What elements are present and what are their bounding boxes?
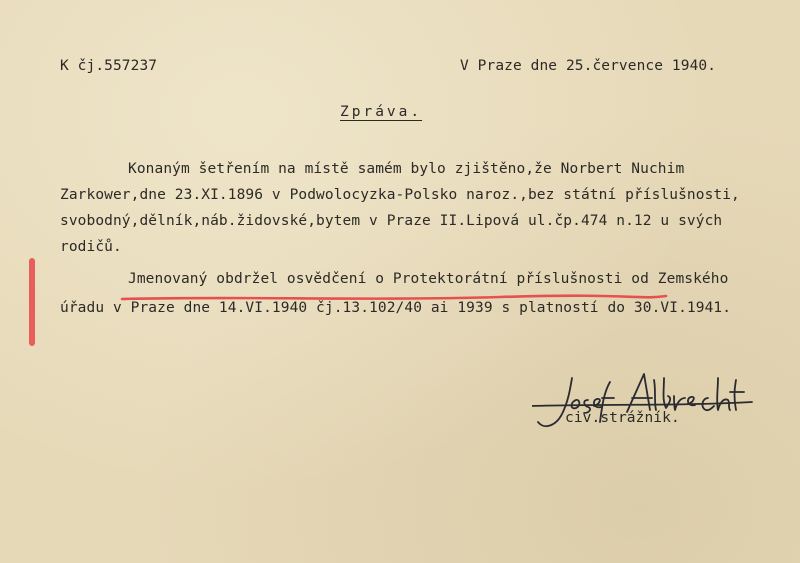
body-line: Zarkower,dne 23.XI.1896 v Podwolocyzka-Polsko naroz.,bez státní příslušnosti,: [60, 187, 740, 203]
signer-title: civ.strážník.: [565, 410, 680, 426]
red-underline-mark: [120, 291, 670, 305]
red-margin-mark: [29, 258, 35, 346]
place-date: V Praze dne 25.července 1940.: [460, 58, 717, 74]
body-line: Konaným šetřením na místě samém bylo zjištěno,že Norbert Nuchim: [128, 161, 685, 177]
body-line: rodičů.: [60, 239, 122, 255]
body-line: svobodný,dělník,náb.židovské,bytem v Praze II.Lipová ul.čp.474 n.12 u svých: [60, 213, 723, 229]
reference-number: K čj.557237: [60, 58, 158, 74]
document-title: Zpráva.: [340, 104, 423, 120]
handwritten-signature: [532, 370, 762, 440]
body-line: Jmenovaný obdržel osvědčení o Protektorátní příslušnosti od Zemského: [128, 271, 729, 287]
body-line: úřadu v Praze dne 14.VI.1940 čj.13.102/40 ai 1939 s platností do 30.VI.1941.: [60, 300, 732, 316]
